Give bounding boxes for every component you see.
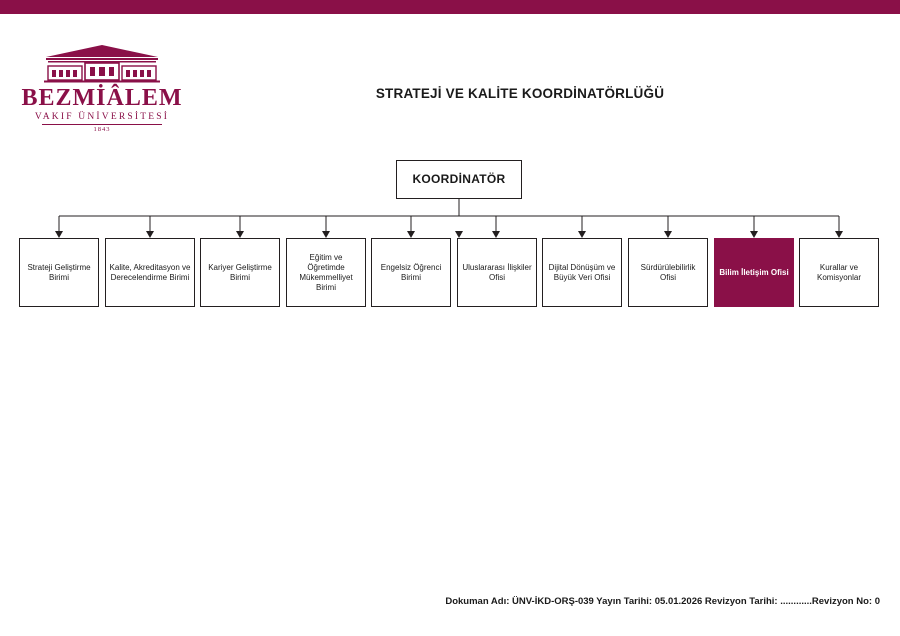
university-subtitle: VAKIF ÜNİVERSİTESİ [34,112,170,123]
org-node-engelsiz-ogrenci-birimi[interactable]: Engelsiz Öğrenci Birimi [371,238,451,307]
org-node-egitim-ogretimde-mukemmelliyet-birimi[interactable]: Eğitim ve Öğretimde Mükemmelliyet Birimi [286,238,366,307]
footer-text: Dokuman Adı: ÜNV-İKD-ORŞ-039 Yayın Tarihi: 05.01.2026 Revizyon Tarihi: ............Revizyon No: 0 [445,596,880,607]
university-founding-year: 1843 [93,126,111,134]
org-node-surdurulebilirlik-ofisi[interactable]: Sürdürülebilirlik Ofisi [628,238,708,307]
header-accent-bar [0,0,900,14]
org-node-dijital-donusum-buyuk-veri-ofisi[interactable]: Dijital Dönüşüm ve Büyük Veri Ofisi [542,238,622,307]
document-footer [0,596,880,607]
university-building-icon [18,44,186,84]
org-node-kurallar-ve-komisyonlar[interactable]: Kurallar ve Komisyonlar [799,238,879,307]
org-node-bilim-iletisim-ofisi[interactable]: Bilim İletişim Ofisi [714,238,794,307]
org-node-uluslararasi-iliskiler-ofisi[interactable]: Uluslararası İlişkiler Ofisi [457,238,537,307]
org-node-root[interactable]: KOORDİNATÖR [396,160,522,199]
org-node-kariyer-gelistirme-birimi[interactable]: Kariyer Geliştirme Birimi [200,238,280,307]
org-node-strateji-gelistirme-birimi[interactable]: Strateji Geliştirme Birimi [19,238,99,307]
page-title: STRATEJİ VE KALİTE KOORDİNATÖRLÜĞÜ [375,86,665,101]
university-logo [18,44,186,133]
org-node-kalite-akreditasyon-derecelendirme-birimi[interactable]: Kalite, Akreditasyon ve Derecelendirme Birimi [105,238,195,307]
university-name: BEZMİÂLEM [21,85,183,111]
logo-divider [42,124,162,125]
